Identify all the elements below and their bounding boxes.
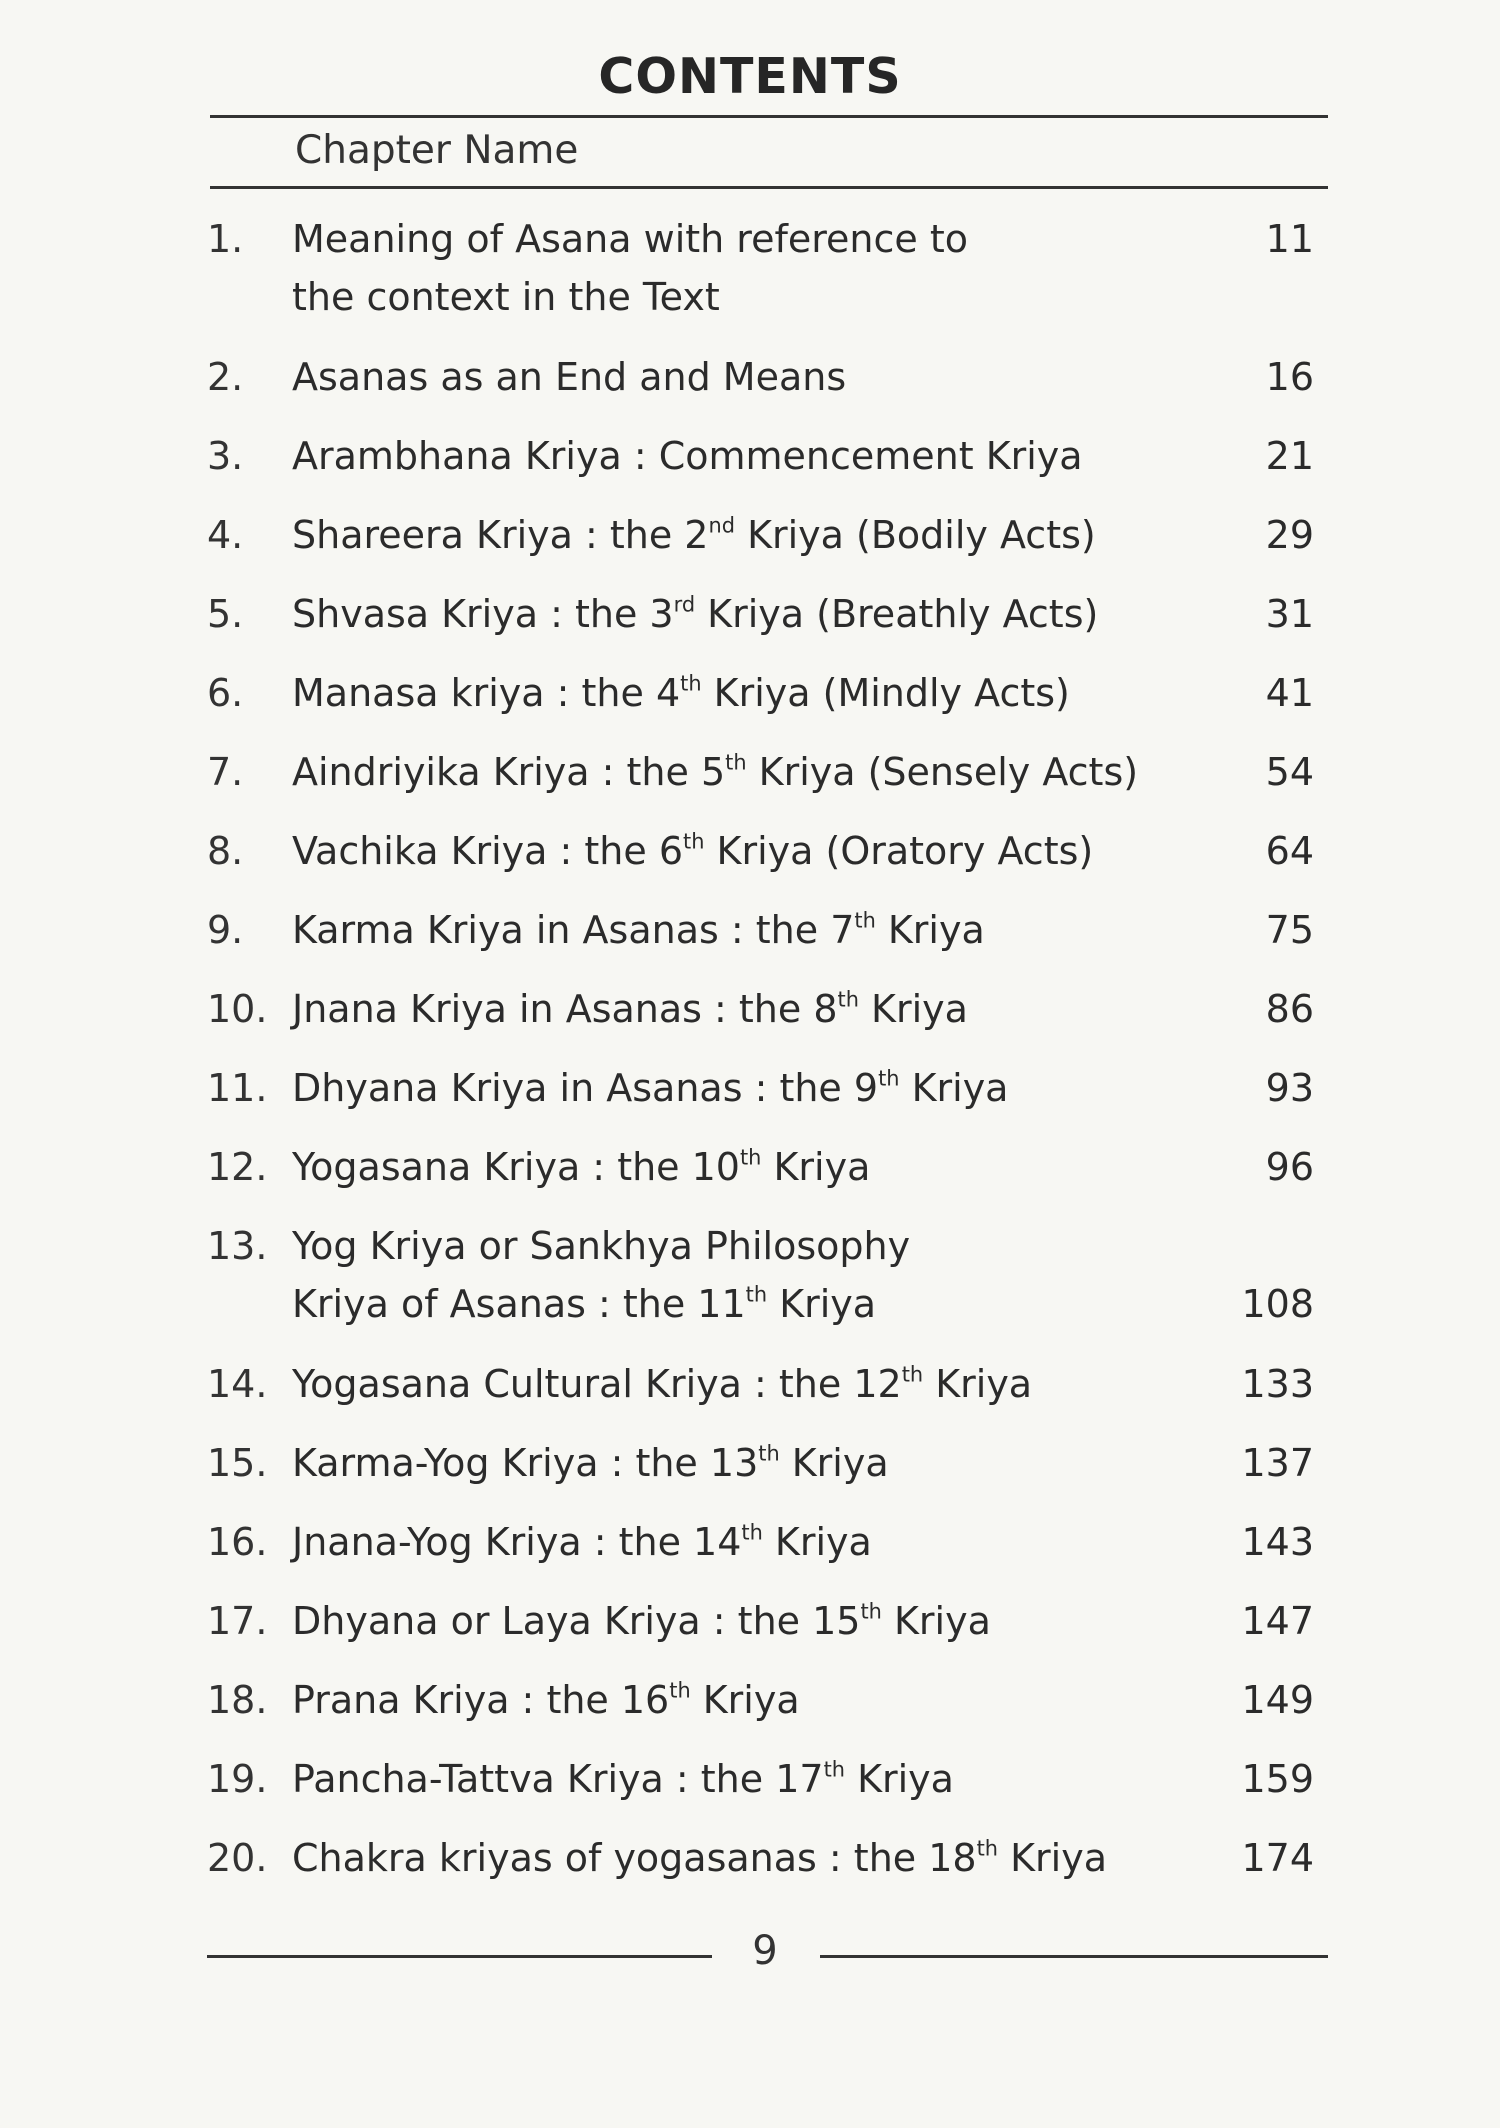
chapter-title-text: Kriya	[875, 908, 985, 952]
chapter-title-text: Kriya	[858, 987, 968, 1031]
chapter-number: 12.	[207, 1145, 268, 1189]
page-number-cell: 159	[1241, 1757, 1314, 1801]
page-number-cell: 54	[1265, 750, 1314, 794]
page-title: CONTENTS	[598, 48, 902, 105]
chapter-number: 6.	[207, 671, 244, 715]
chapter-number: 14.	[207, 1362, 268, 1406]
chapter-title-text: Kriya	[761, 1145, 871, 1189]
chapter-number: 7.	[207, 750, 244, 794]
ordinal-suffix: th	[758, 1441, 780, 1466]
chapter-title	[292, 901, 985, 959]
chapter-number: 13.	[207, 1224, 268, 1268]
chapter-title-text: Pancha-Tattva Kriya : the 17	[292, 1757, 824, 1801]
page-number-cell: 21	[1265, 434, 1314, 478]
page-number-cell: 96	[1265, 1145, 1314, 1189]
ordinal-suffix: th	[741, 1520, 763, 1545]
ordinal-suffix: th	[745, 1282, 768, 1307]
chapter-number: 11.	[207, 1066, 268, 1110]
chapter-title: Yog Kriya or Sankhya Philosophy	[292, 1224, 911, 1268]
chapter-title-text: Kriya (Breathly Acts)	[695, 592, 1099, 636]
chapter-title-text: Kriya	[881, 1599, 991, 1643]
chapter-title	[292, 822, 1093, 880]
chapter-title-continued	[292, 1275, 876, 1333]
chapter-title-text: Kriya	[845, 1757, 954, 1801]
chapter-number: 10.	[207, 987, 268, 1031]
page-number-cell: 93	[1265, 1066, 1314, 1110]
chapter-title-text: Kriya	[899, 1066, 1009, 1110]
footer-rule-right	[820, 1955, 1328, 1958]
chapter-title-text: Karma-Yog Kriya : the 13	[292, 1441, 759, 1485]
chapter-title	[292, 506, 1096, 564]
page-number-cell: 174	[1241, 1836, 1314, 1880]
page-number-cell: 64	[1265, 829, 1314, 873]
chapter-title	[292, 664, 1070, 722]
chapter-number: 5.	[207, 592, 244, 636]
ordinal-suffix: th	[680, 671, 702, 696]
ordinal-suffix: th	[860, 1599, 882, 1624]
chapter-title-text: Kriya	[779, 1441, 889, 1485]
chapter-title-text: Dhyana or Laya Kriya : the 15	[292, 1599, 861, 1643]
chapter-number: 20.	[207, 1836, 268, 1880]
page-number: 9	[752, 1928, 778, 1974]
chapter-number: 15.	[207, 1441, 268, 1485]
ordinal-suffix: th	[901, 1362, 924, 1387]
page-number-cell: 133	[1241, 1362, 1314, 1406]
ordinal-suffix: th	[976, 1836, 999, 1861]
chapter-title	[292, 1059, 1008, 1117]
page-number-cell: 86	[1265, 987, 1314, 1031]
chapter-title-text: Yogasana Cultural Kriya : the 12	[292, 1362, 902, 1406]
ordinal-suffix: th	[739, 1145, 762, 1170]
ordinal-suffix: th	[854, 908, 876, 933]
chapter-title-text: Dhyana Kriya in Asanas : the 9	[292, 1066, 879, 1110]
ordinal-suffix: th	[669, 1678, 691, 1703]
chapter-title-text: Chakra kriyas of yogasanas : the 18	[292, 1836, 977, 1880]
chapter-title-text: Prana Kriya : the 16	[292, 1678, 670, 1722]
chapter-title-text: Shareera Kriya : the 2	[292, 513, 709, 557]
chapter-title	[292, 1829, 1107, 1887]
chapter-title-text: Kriya	[690, 1678, 800, 1722]
chapter-number: 2.	[207, 355, 244, 399]
page-number-cell: 149	[1241, 1678, 1314, 1722]
chapter-title-text: Aindriyika Kriya : the 5	[292, 750, 726, 794]
chapter-title-text: Manasa kriya : the 4	[292, 671, 681, 715]
page-number-cell: 137	[1241, 1441, 1314, 1485]
footer-rule-left	[207, 1955, 712, 1958]
chapter-title: Meaning of Asana with reference to	[292, 217, 968, 261]
page-number-cell: 31	[1265, 592, 1314, 636]
page-number-cell: 147	[1241, 1599, 1314, 1643]
chapter-title	[292, 1513, 872, 1571]
chapter-title-text: Kriya (Mindly Acts)	[701, 671, 1070, 715]
page-number-cell: 41	[1265, 671, 1314, 715]
page-number-cell: 108	[1241, 1282, 1314, 1326]
chapter-title-text: Kriya	[998, 1836, 1107, 1880]
chapter-title: Arambhana Kriya : Commencement Kriya	[292, 434, 1083, 478]
page-number-cell: 143	[1241, 1520, 1314, 1564]
chapter-title-text: Vachika Kriya : the 6	[292, 829, 684, 873]
chapter-title	[292, 1592, 991, 1650]
ordinal-suffix: rd	[673, 592, 696, 617]
chapter-title-text: Kriya	[923, 1362, 1033, 1406]
chapter-number: 4.	[207, 513, 244, 557]
page-number-cell: 29	[1265, 513, 1314, 557]
chapter-title-text: Kriya (Oratory Acts)	[704, 829, 1094, 873]
page-number-cell: 11	[1265, 217, 1314, 261]
chapter-title	[292, 1671, 800, 1729]
ordinal-suffix: nd	[708, 513, 735, 538]
chapter-title-text: Kriya (Bodily Acts)	[735, 513, 1096, 557]
chapter-title-text: Karma Kriya in Asanas : the 7	[292, 908, 855, 952]
chapter-title-text: Jnana-Yog Kriya : the 14	[292, 1520, 742, 1564]
chapter-title-text: Kriya	[767, 1282, 877, 1326]
chapter-name-header: Chapter Name	[295, 128, 579, 173]
ordinal-suffix: th	[837, 987, 859, 1012]
page-number-cell: 16	[1265, 355, 1314, 399]
chapter-number: 9.	[207, 908, 244, 952]
chapter-number: 1.	[207, 217, 244, 261]
chapter-title-text: Kriya (Sensely Acts)	[746, 750, 1139, 794]
chapter-number: 3.	[207, 434, 244, 478]
page-number-cell: 75	[1265, 908, 1314, 952]
chapter-title	[292, 980, 968, 1038]
chapter-title-text: Yogasana Kriya : the 10	[292, 1145, 740, 1189]
chapter-title	[292, 743, 1138, 801]
chapter-title-text: Shvasa Kriya : the 3	[292, 592, 674, 636]
chapter-number: 8.	[207, 829, 244, 873]
chapter-number: 17.	[207, 1599, 268, 1643]
chapter-number: 18.	[207, 1678, 268, 1722]
chapter-title	[292, 1750, 954, 1808]
ordinal-suffix: th	[683, 829, 705, 854]
ordinal-suffix: th	[823, 1757, 845, 1782]
ordinal-suffix: th	[878, 1066, 900, 1091]
chapter-title: Asanas as an End and Means	[292, 355, 847, 399]
chapter-number: 19.	[207, 1757, 268, 1801]
chapter-title-text: Kriya of Asanas : the 11	[292, 1282, 746, 1326]
chapter-title	[292, 585, 1098, 643]
chapter-title-text: Kriya	[762, 1520, 872, 1564]
chapter-title	[292, 1355, 1032, 1413]
chapter-title	[292, 1434, 889, 1492]
chapter-number: 16.	[207, 1520, 268, 1564]
chapter-title-continued: the context in the Text	[292, 275, 720, 319]
chapter-title-text: Jnana Kriya in Asanas : the 8	[292, 987, 838, 1031]
ordinal-suffix: th	[725, 750, 747, 775]
chapter-title	[292, 1138, 870, 1196]
